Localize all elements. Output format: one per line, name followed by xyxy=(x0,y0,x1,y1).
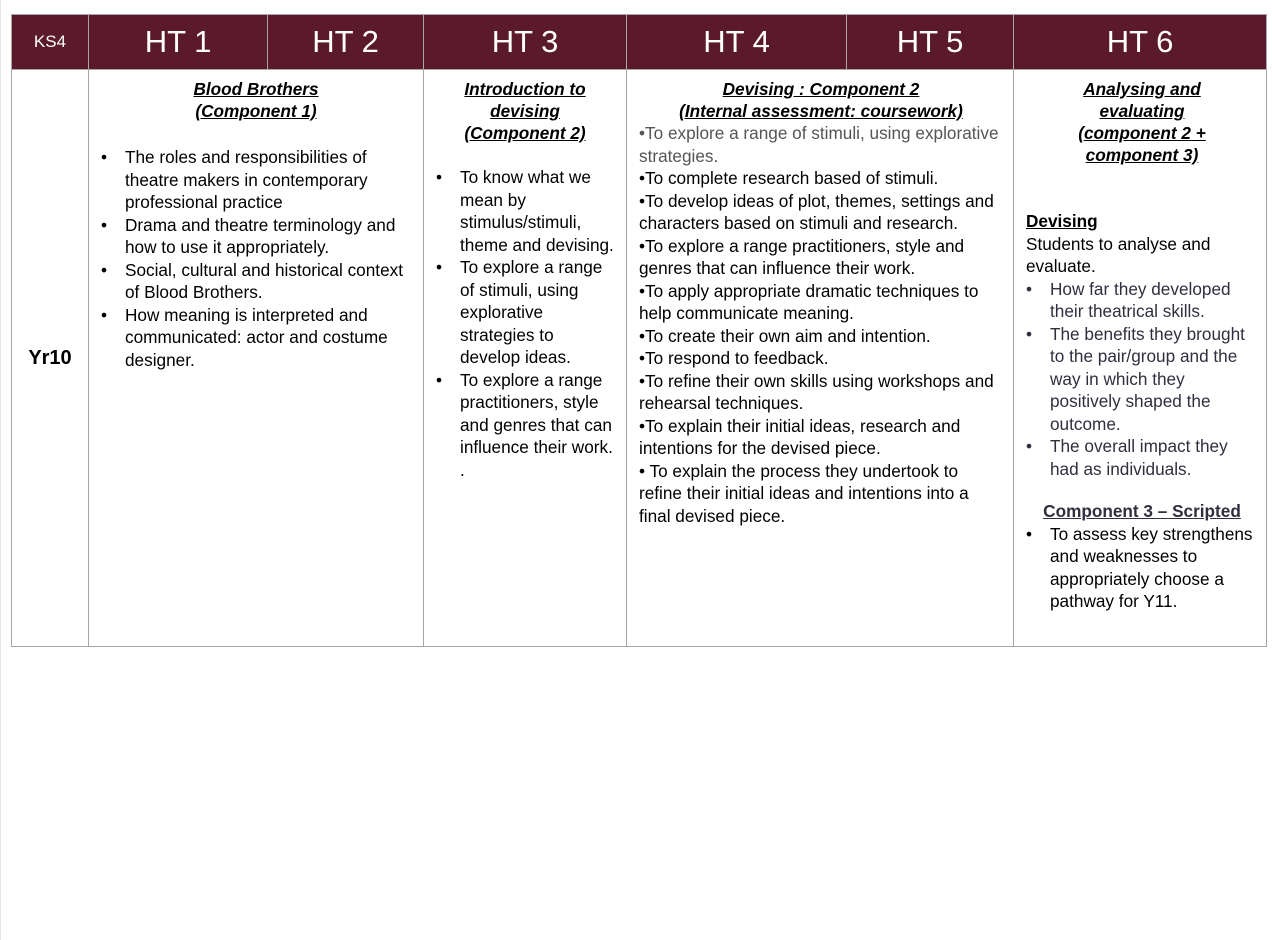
list-item: • Drama and theatre terminology and how to use it appropriately. xyxy=(89,214,415,259)
ht4-5-line: •To respond to feedback. xyxy=(639,348,829,368)
list-item: • The roles and responsibilities of theatre makers in contemporary professional practice xyxy=(89,146,415,214)
ht4-5-title xyxy=(639,78,1003,122)
cell-ht4-5 xyxy=(627,70,1014,647)
list-item: • To assess key strengthens and weaknesses to appropriately choose a pathway for Y11. xyxy=(1014,523,1258,613)
ht1-2-title-line1: Blood Brothers xyxy=(193,79,319,99)
scripted-list xyxy=(1014,523,1258,613)
header-ht2: HT 2 xyxy=(268,15,424,70)
ht1-2-title xyxy=(89,78,415,122)
header-ht1: HT 1 xyxy=(89,15,268,70)
devising-intro: Students to analyse and evaluate. xyxy=(1026,233,1211,276)
devising-heading: Devising xyxy=(1026,211,1098,231)
ht4-5-line: •To apply appropriate dramatic techniques to help communicate meaning. xyxy=(639,280,979,323)
cell-ht1-2 xyxy=(89,70,424,647)
ht6-title xyxy=(1026,78,1258,166)
list-item: • To explore a range practitioners, style and genres that can influence their work. . xyxy=(424,369,616,482)
ht4-5-line: •To explore a range practitioners, style and genres that can influence their work. xyxy=(639,235,965,278)
ht1-2-list xyxy=(89,146,415,371)
ht4-5-line: • To explain the process they undertook to refine their initial ideas and intentions into a final devised piece. xyxy=(639,460,969,526)
header-row xyxy=(12,15,1267,70)
header-ht5: HT 5 xyxy=(847,15,1014,70)
header-ht3: HT 3 xyxy=(424,15,627,70)
list-item: • To explore a range of stimuli, using explorative strategies to develop ideas. xyxy=(424,256,616,369)
ht6-title-line2: evaluating xyxy=(1099,101,1185,121)
page-edge xyxy=(0,0,1,940)
ht4-5-title-line1: Devising : Component 2 xyxy=(722,79,920,99)
year-label: Yr10 xyxy=(12,70,89,647)
ht3-title-line2: devising xyxy=(490,101,560,121)
ht4-5-line: •To refine their own skills using workshops and rehearsal techniques. xyxy=(639,370,994,413)
cell-ht3 xyxy=(424,70,627,647)
scripted-heading: Component 3 – Scripted xyxy=(1043,501,1241,521)
devising-list xyxy=(1014,278,1258,481)
list-item: • The benefits they brought to the pair/group and the way in which they positively shaped the outcome. xyxy=(1014,323,1258,436)
cell-ht6 xyxy=(1014,70,1267,647)
curriculum-table xyxy=(11,14,1267,647)
header-ht4: HT 4 xyxy=(627,15,847,70)
ht6-title-line4: component 3) xyxy=(1085,145,1199,165)
ht4-5-line: •To explain their initial ideas, research and intentions for the devised piece. xyxy=(639,415,961,458)
ht4-5-title-line2: (Internal assessment: coursework) xyxy=(679,101,963,121)
list-item: • How far they developed their theatrical skills. xyxy=(1014,278,1258,323)
header-ks: KS4 xyxy=(12,15,89,70)
header-ht6: HT 6 xyxy=(1014,15,1267,70)
ht4-5-line: •To create their own aim and intention. xyxy=(639,325,931,346)
ht4-5-line: •To develop ideas of plot, themes, settings and characters based on stimuli and research. xyxy=(639,190,994,233)
ht3-title-line3: (Component 2) xyxy=(464,123,586,143)
list-item: • Social, cultural and historical context of Blood Brothers. xyxy=(89,259,415,304)
ht4-5-line: •To explore a range of stimuli, using explorative strategies. xyxy=(639,123,999,166)
list-item: • How meaning is interpreted and communicated: actor and costume designer. xyxy=(89,304,415,372)
ht3-title xyxy=(424,78,616,144)
list-item: • The overall impact they had as individuals. xyxy=(1014,435,1258,480)
yr10-row xyxy=(12,70,1267,647)
ht3-list xyxy=(424,166,616,481)
ht4-5-line: •To complete research based of stimuli. xyxy=(639,168,939,188)
ht6-title-line1: Analysing and xyxy=(1083,79,1201,99)
ht3-title-line1: Introduction to xyxy=(464,79,586,99)
ht6-title-line3: (component 2 + xyxy=(1078,123,1206,143)
ht1-2-title-line2: (Component 1) xyxy=(195,101,317,121)
list-item: • To know what we mean by stimulus/stimuli, theme and devising. xyxy=(424,166,616,256)
